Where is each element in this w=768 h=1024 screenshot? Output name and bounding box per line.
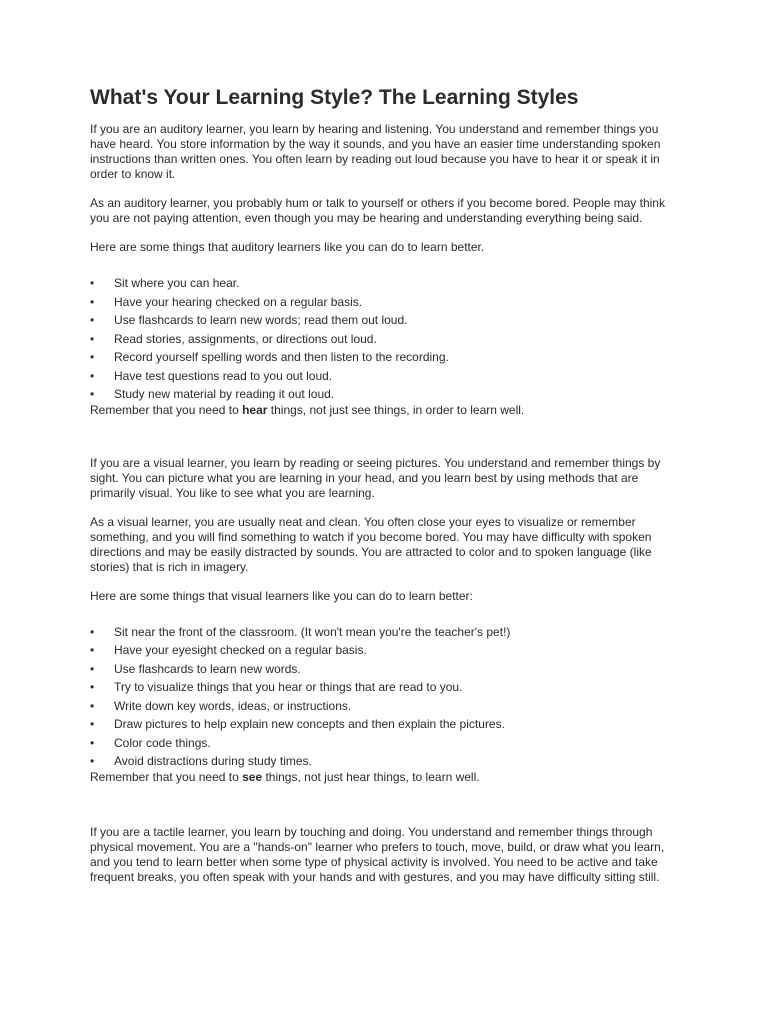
remember-text: Remember that you need to [90, 769, 243, 784]
list-item: • Have your hearing checked on a regular basis. [90, 295, 680, 310]
list-item: • Sit near the front of the classroom. (It won't mean you're the teacher's pet!) [90, 625, 680, 640]
document-page [90, 86, 680, 899]
remember-emphasis: see [242, 769, 263, 784]
list-item: • Read stories, assignments, or directions out loud. [90, 332, 680, 347]
list-item: • Have test questions read to you out loud. [90, 369, 680, 384]
tactile-paragraph-1: If you are a tactile learner, you learn by touching and doing. You understand and remember things through physical movement. You are a "hands-on" learner who prefers to touch, move, build, or draw what you learn, and you tend to learn better when some type of physical activity is involved. You need to be active and take frequent breaks, you often speak with your hands and with gestures, and you may have difficulty sitting still. [90, 824, 665, 884]
page-title: What's Your Learning Style? The Learning Styles [90, 86, 579, 109]
list-item: • Color code things. [90, 736, 680, 751]
list-item: • Write down key words, ideas, or instructions. [90, 699, 680, 714]
auditory-tips-list [90, 276, 680, 402]
list-item: • Record yourself spelling words and then listen to the recording. [90, 350, 680, 365]
visual-remember [90, 770, 680, 785]
visual-list-intro: Here are some things that visual learners like you can do to learn better: [90, 588, 473, 603]
list-item: • Draw pictures to help explain new concepts and then explain the pictures. [90, 717, 680, 732]
visual-paragraph-2: As a visual learner, you are usually neat and clean. You often close your eyes to visualize or remember something, and you will find something to watch if you become bored. You may have difficulty with spoken directions and may be easily distracted by sounds. You are attracted to color and to spoken language (like stories) that is rich in imagery. [90, 514, 652, 574]
remember-text: things, not just see things, in order to learn well. [267, 402, 525, 417]
remember-emphasis: hear [242, 402, 268, 417]
auditory-remember [90, 403, 680, 418]
list-item: • Use flashcards to learn new words; read them out loud. [90, 313, 680, 328]
list-item: • Have your eyesight checked on a regular basis. [90, 643, 680, 658]
list-item: • Try to visualize things that you hear or things that are read to you. [90, 680, 680, 695]
list-item: • Study new material by reading it out loud. [90, 387, 680, 402]
auditory-list-intro: Here are some things that auditory learners like you can do to learn better. [90, 240, 485, 254]
remember-text: Remember that you need to [90, 402, 243, 417]
visual-paragraph-1: If you are a visual learner, you learn by reading or seeing pictures. You understand and remember things by sight. You can picture what you are learning in your head, and you learn best by using methods that are primarily visual. You like to see what you are learning. [90, 455, 661, 500]
list-item: • Avoid distractions during study times. [90, 754, 680, 769]
section-spacer [90, 785, 680, 825]
visual-tips-list [90, 625, 680, 770]
list-item: • Sit where you can hear. [90, 276, 680, 291]
section-spacer [90, 418, 680, 456]
list-item: • Use flashcards to learn new words. [90, 662, 680, 677]
auditory-paragraph-2: As an auditory learner, you probably hum or talk to yourself or others if you become bored. People may think you are not paying attention, even though you may be hearing and understanding everything being said. [90, 196, 665, 225]
auditory-paragraph-1: If you are an auditory learner, you learn by hearing and listening. You understand and remember things you have heard. You store information by the way it sounds, and you have an easier time understanding spoken instructions than written ones. You often learn by reading out loud because you have to hear it or speak it in order to know it. [90, 122, 661, 181]
remember-text: things, not just hear things, to learn well. [262, 769, 480, 784]
